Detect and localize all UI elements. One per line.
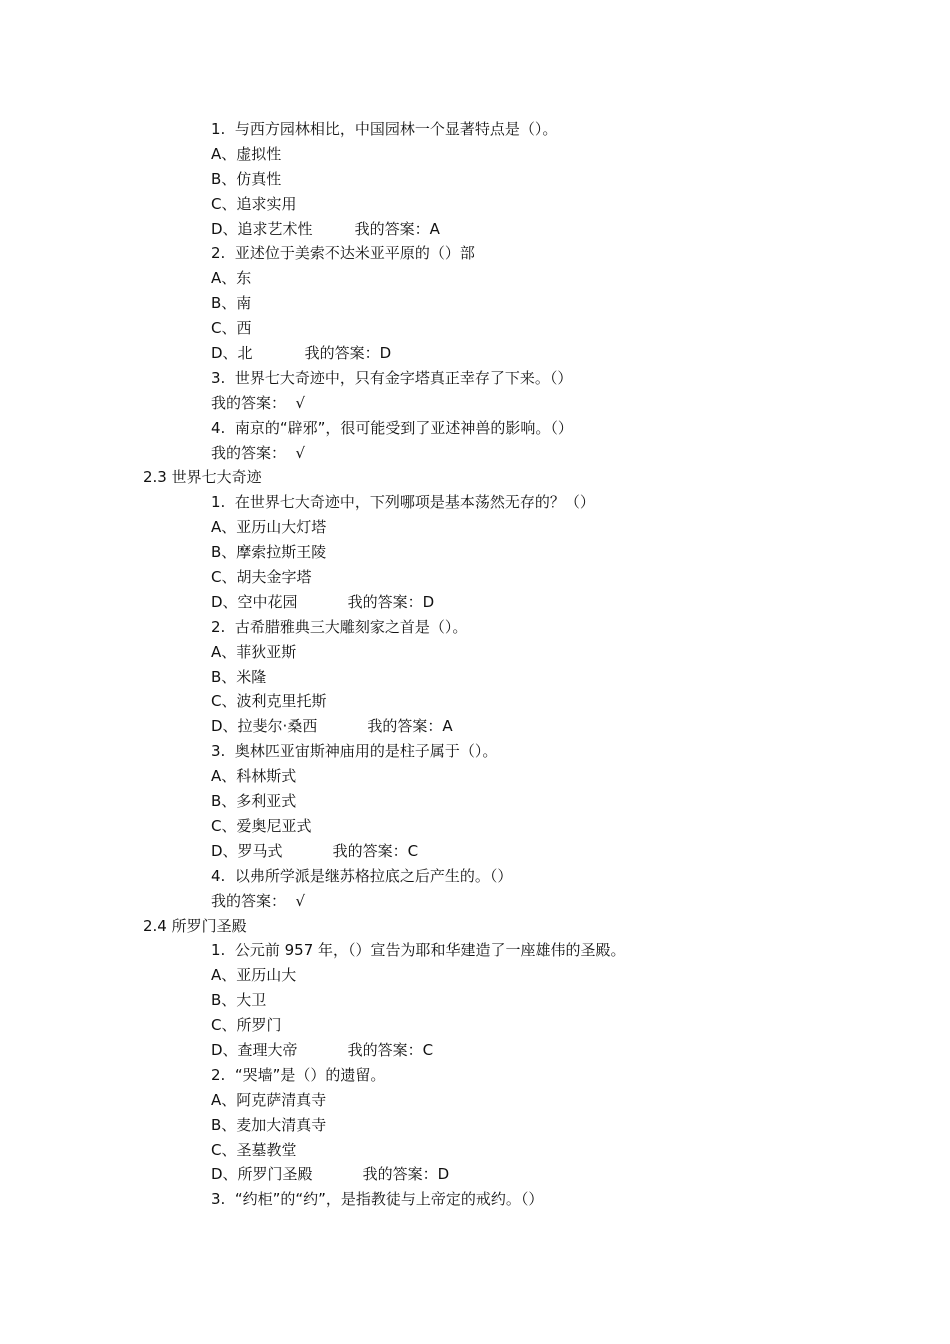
question-line [0,963,950,988]
line-text: 1. 公元前 957 年，（）宣告为耶和华建造了一座雄伟的圣殿。 [211,941,626,960]
line-text: B、仿真性 [211,169,282,188]
line-text: A、阿克萨清真寺 [211,1090,327,1109]
question-line [0,117,950,142]
question-line [0,640,950,665]
line-text: D、追求艺术性 [211,219,313,238]
question-line [0,291,950,316]
question-line [0,217,950,242]
line-text: C、追求实用 [211,194,297,213]
line-text: 3. 世界七大奇迹中，只有金字塔真正幸存了下来。（） [211,368,573,387]
line-text: A、虚拟性 [211,144,282,163]
question-line [0,1162,950,1187]
question-line [0,1138,950,1163]
line-text: 1. 在世界七大奇迹中，下列哪项是基本荡然无存的？（） [211,493,595,512]
line-text: D、查理大帝 [211,1040,298,1059]
line-text: 2. “哭墙”是（）的遗留。 [211,1065,386,1084]
question-line [0,416,950,441]
question-line [0,739,950,764]
my-answer: 我的答案：C [347,1040,434,1059]
my-answer: 我的答案：A [354,219,440,238]
question-line [0,1063,950,1088]
question-line [0,142,950,167]
line-text: A、科林斯式 [211,767,297,786]
my-answer: 我的答案：D [362,1165,450,1184]
line-text: D、北 [211,344,253,363]
line-text: B、多利亚式 [211,792,297,811]
question-line [0,714,950,739]
line-text: B、南 [211,294,252,313]
line-text: 3. “约柜”的“约”，是指教徒与上帝定的戒约。（） [211,1190,544,1209]
line-text: D、空中花园 [211,592,298,611]
line-text: C、西 [211,319,252,338]
line-text: D、所罗门圣殿 [211,1165,313,1184]
line-text: C、圣墓教堂 [211,1140,297,1159]
question-line [0,391,950,416]
question-line [0,1088,950,1113]
question-line [0,665,950,690]
question-line [0,490,950,515]
question-line [0,1038,950,1063]
question-line [0,316,950,341]
line-text: B、米隆 [211,667,267,686]
line-text: 4. 以弗所学派是继苏格拉底之后产生的。（） [211,866,513,885]
question-line [0,889,950,914]
question-line [0,366,950,391]
question-line [0,192,950,217]
line-text: A、东 [211,269,252,288]
question-line [0,689,950,714]
line-text: B、大卫 [211,991,267,1010]
line-text: C、波利克里托斯 [211,692,327,711]
line-text: C、爱奥尼亚式 [211,816,312,835]
line-text: 2.4 所罗门圣殿 [143,916,247,935]
line-text: B、麦加大清真寺 [211,1115,327,1134]
question-line [0,615,950,640]
my-answer: 我的答案：D [304,344,392,363]
question-line [0,839,950,864]
line-text: 4. 南京的“辟邪”，很可能受到了亚述神兽的影响。（） [211,418,573,437]
document-page [0,117,950,1212]
question-line [0,814,950,839]
line-text: 我的答案： √ [211,891,306,910]
question-line [0,565,950,590]
question-line [0,1013,950,1038]
line-text: C、所罗门 [211,1016,282,1035]
question-line [0,764,950,789]
line-text: A、亚历山大 [211,966,297,985]
question-line [0,789,950,814]
question-line [0,441,950,466]
question-line [0,1187,950,1212]
question-line [0,266,950,291]
line-text: 2. 古希腊雅典三大雕刻家之首是（）。 [211,617,468,636]
line-text: 1. 与西方园林相比，中国园林一个显著特点是（）。 [211,120,558,138]
line-text: B、摩索拉斯王陵 [211,543,327,562]
line-text: 3. 奥林匹亚宙斯神庙用的是柱子属于（）。 [211,742,498,761]
line-text: A、菲狄亚斯 [211,642,297,661]
line-text: C、胡夫金字塔 [211,568,312,587]
question-line [0,341,950,366]
question-line [0,241,950,266]
my-answer: 我的答案：A [367,717,453,736]
question-line [0,590,950,615]
question-line [0,864,950,889]
line-text: D、拉斐尔·桑西 [211,717,318,736]
question-line [0,1113,950,1138]
question-line [0,938,950,963]
line-text: 2.3 世界七大奇迹 [143,468,262,487]
line-text: 2. 亚述位于美索不达米亚平原的（）部 [211,244,475,263]
question-line [0,515,950,540]
my-answer: 我的答案：D [347,592,435,611]
question-line [0,540,950,565]
line-text: 我的答案： √ [211,393,306,412]
line-text: D、罗马式 [211,841,283,860]
section-heading [0,914,950,939]
line-text: 我的答案： √ [211,443,306,462]
question-line [0,167,950,192]
my-answer: 我的答案：C [332,841,419,860]
question-line [0,988,950,1013]
section-heading [0,465,950,490]
line-text: A、亚历山大灯塔 [211,518,327,537]
